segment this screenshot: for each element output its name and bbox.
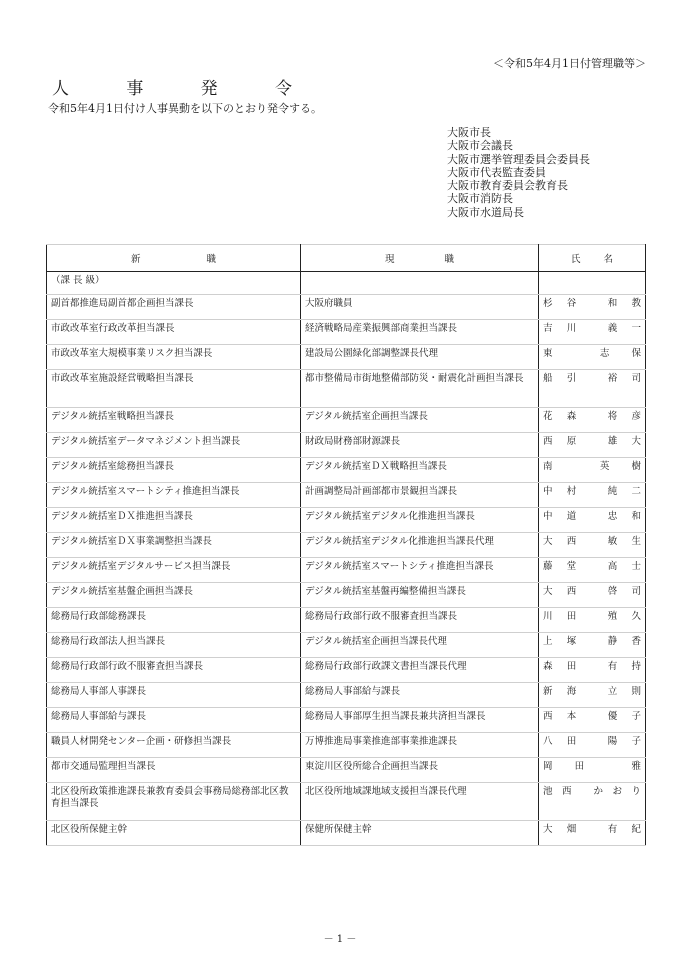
cell-person-name: 杉谷 和教: [539, 295, 646, 320]
cell-new-post: 職員人材開発センター企画・研修担当課長: [47, 733, 301, 758]
table-row: [47, 608, 646, 633]
cell-new-post: 副首都推進局副首都企画担当課長: [47, 295, 301, 320]
cell-current-post: 総務局人事部厚生担当課長兼共済担当課長: [301, 708, 539, 733]
cell-person-name: 西原 雄大: [539, 433, 646, 458]
cell-person-name: 南 英樹: [539, 458, 646, 483]
cell-new-post: 北区役所政策推進課長兼教育委員会事務局総務部北区教育担当課長: [47, 783, 301, 821]
cell-current-post: 東淀川区役所総合企画担当課長: [301, 758, 539, 783]
cell-new-post: デジタル統括室データマネジメント担当課長: [47, 433, 301, 458]
cell-current-post: 財政局財務部財源課長: [301, 433, 539, 458]
cell-person-name: 船引 裕司: [539, 370, 646, 408]
cell-current-post: 総務局人事部給与課長: [301, 683, 539, 708]
cell-current-post: デジタル統括室企画担当課長代理: [301, 633, 539, 658]
issuer: 大阪市会議長: [447, 139, 513, 153]
table-row: [47, 508, 646, 533]
cell-person-name: 川田 殖久: [539, 608, 646, 633]
cell-current-post: デジタル統括室デジタル化推進担当課長: [301, 508, 539, 533]
cell-person-name: 森田 有持: [539, 658, 646, 683]
cell-new-post: デジタル統括室ＤＸ事業調整担当課長: [47, 533, 301, 558]
cell-current-post: 北区役所地域課地域支援担当課長代理: [301, 783, 539, 821]
cell-person-name: 東 志保: [539, 345, 646, 370]
table-row: [47, 408, 646, 433]
level-label: （課 長 級）: [47, 272, 301, 295]
table-row: [47, 558, 646, 583]
cell-person-name: 大西 啓司: [539, 583, 646, 608]
cell-current-post: 計画調整局計画部都市景観担当課長: [301, 483, 539, 508]
cell-new-post: 総務局行政部法人担当課長: [47, 633, 301, 658]
personnel-table: [46, 244, 646, 846]
level-row: [47, 272, 646, 295]
issuer: 大阪市水道局長: [447, 205, 524, 219]
table-row: [47, 295, 646, 320]
table-row: [47, 433, 646, 458]
table-row: [47, 345, 646, 370]
cell-new-post: 総務局人事部給与課長: [47, 708, 301, 733]
table-row: [47, 821, 646, 846]
table-row: [47, 683, 646, 708]
cell-current-post: 万博推進局事業推進部事業推進課長: [301, 733, 539, 758]
cell-person-name: 八田 陽子: [539, 733, 646, 758]
cell-new-post: デジタル統括室総務担当課長: [47, 458, 301, 483]
column-header-name: 氏 名: [539, 245, 646, 272]
issuer: 大阪市長: [447, 126, 491, 139]
table-row: [47, 783, 646, 821]
cell-person-name: 岡田 雅: [539, 758, 646, 783]
cell-current-post: デジタル統括室基盤再編整備担当課長: [301, 583, 539, 608]
cell-new-post: 北区役所保健主幹: [47, 821, 301, 846]
table-row: [47, 758, 646, 783]
table-row: [47, 370, 646, 408]
cell-person-name: 大畑 有紀: [539, 821, 646, 846]
cell-new-post: デジタル統括室デジタルサービス担当課長: [47, 558, 301, 583]
cell-new-post: 市政改革室大規模事業リスク担当課長: [47, 345, 301, 370]
cell-current-post: 建設局公園緑化部調整課長代理: [301, 345, 539, 370]
issuer: 大阪市消防長: [447, 192, 513, 206]
table-row: [47, 733, 646, 758]
cell-person-name: 西本 優子: [539, 708, 646, 733]
issuer: 大阪市教育委員会教育長: [447, 179, 568, 193]
cell-new-post: 市政改革室施設経営戦略担当課長: [47, 370, 301, 408]
table-row: [47, 633, 646, 658]
cell-person-name: 大西 敏生: [539, 533, 646, 558]
table-row: [47, 458, 646, 483]
cell-person-name: 藤堂 高士: [539, 558, 646, 583]
cell-new-post: デジタル統括室ＤＸ推進担当課長: [47, 508, 301, 533]
issue-date-note: ＜令和5年4月1日付管理職等＞: [493, 57, 646, 70]
column-header-current: 現 職: [301, 245, 539, 272]
cell-person-name: 池西 かおり: [539, 783, 646, 821]
cell-current-post: デジタル統括室ＤＸ戦略担当課長: [301, 458, 539, 483]
cell-person-name: 中村 純二: [539, 483, 646, 508]
cell-current-post: 保健所保健主幹: [301, 821, 539, 846]
cell-new-post: 市政改革室行政改革担当課長: [47, 320, 301, 345]
cell-person-name: 吉川 義一: [539, 320, 646, 345]
cell-new-post: デジタル統括室基盤企画担当課長: [47, 583, 301, 608]
cell-current-post: 経済戦略局産業振興部商業担当課長: [301, 320, 539, 345]
cell-current-post: 大阪府職員: [301, 295, 539, 320]
cell-person-name: 上塚 静香: [539, 633, 646, 658]
column-header-new: 新 職: [47, 245, 301, 272]
table-row: [47, 533, 646, 558]
cell-new-post: 都市交通局監理担当課長: [47, 758, 301, 783]
cell-new-post: 総務局人事部人事課長: [47, 683, 301, 708]
cell-current-post: 都市整備局市街地整備部防災・耐震化計画担当課長: [301, 370, 539, 408]
issuer-list: [447, 126, 590, 219]
table-row: [47, 320, 646, 345]
table-row: [47, 483, 646, 508]
table-header-row: [47, 245, 646, 272]
cell-new-post: 総務局行政部総務課長: [47, 608, 301, 633]
cell-current-post: デジタル統括室デジタル化推進担当課長代理: [301, 533, 539, 558]
cell-current-post: デジタル統括室企画担当課長: [301, 408, 539, 433]
intro-text: 令和5年4月1日付け人事異動を以下のとおり発令する。: [48, 102, 322, 115]
cell-current-post: デジタル統括室スマートシティ推進担当課長: [301, 558, 539, 583]
cell-new-post: 総務局行政部行政不服審査担当課長: [47, 658, 301, 683]
page-number: － 1 －: [323, 934, 357, 945]
table-row: [47, 708, 646, 733]
cell-person-name: 中道 忠和: [539, 508, 646, 533]
cell-new-post: デジタル統括室戦略担当課長: [47, 408, 301, 433]
cell-person-name: 花森 将彦: [539, 408, 646, 433]
table-row: [47, 658, 646, 683]
cell-current-post: 総務局行政部行政不服審査担当課長: [301, 608, 539, 633]
issuer: 大阪市選挙管理委員会委員長: [447, 152, 590, 166]
cell-new-post: デジタル統括室スマートシティ推進担当課長: [47, 483, 301, 508]
document-title: 人 事 発 令: [52, 79, 292, 99]
table-row: [47, 583, 646, 608]
issuer: 大阪市代表監査委員: [447, 165, 546, 179]
cell-person-name: 新海 立則: [539, 683, 646, 708]
cell-current-post: 総務局行政部行政課文書担当課長代理: [301, 658, 539, 683]
